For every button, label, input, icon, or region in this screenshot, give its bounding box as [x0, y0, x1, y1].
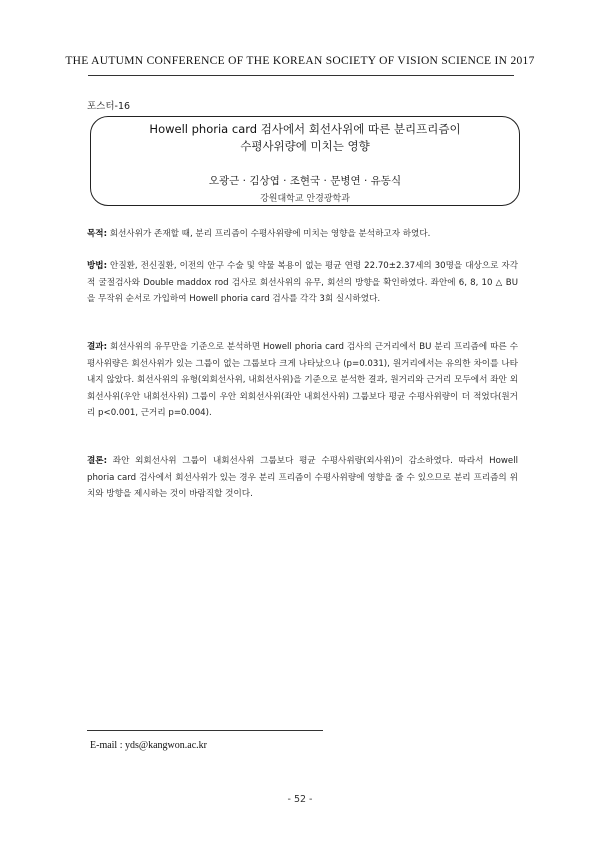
- purpose-section: [87, 226, 518, 243]
- page-number: - 52 -: [287, 794, 313, 805]
- results-label: 결과:: [87, 342, 108, 352]
- methods-text: 안질환, 전신질환, 이전의 안구 수술 및 약물 복용이 없는 평균 연령 22.70±2.37세의 30명을 대상으로 자각적 굴절검사와 Double maddox rod 검사로 회선사위의 유무, 회선의 방향을 확인하였다. 좌안에 6, 8, 10 △ BU을 무작위 순서로 가입하여 Howell phoria card 검사를 각각 3회 실시하였다.: [87, 261, 518, 304]
- methods-section: [87, 258, 518, 308]
- title-line-2: 수평사위량에 미치는 영향: [240, 139, 370, 153]
- authors: 오광근 · 김상엽 · 조현국 · 문병연 · 유동식: [208, 175, 402, 187]
- conclusion-text: 좌안 외회선사위 그룹이 내회선사위 그룹보다 평균 수평사위량(외사위)이 감소하였다. 따라서 Howell phoria card 검사에서 회선사위가 있는 경우 분리 프리즘이 수평사위량에 영향을 줄 수 있으므로 분리 프리즘의 위치와 방향을 제시하는 것이 바람직할 것이다.: [87, 456, 518, 499]
- methods-label: 방법:: [87, 261, 108, 271]
- poster-label: 포스터-16: [87, 101, 131, 112]
- purpose-text: 회선사위가 존재할 때, 분리 프리즘이 수평사위량에 미치는 영향을 분석하고자 하였다.: [107, 229, 431, 239]
- footnote-divider: [87, 730, 323, 731]
- purpose-label: 목적:: [87, 229, 108, 239]
- affiliation: 강원대학교 안경광학과: [260, 194, 350, 204]
- conclusion-label: 결론:: [87, 456, 108, 466]
- conclusion-section: [87, 453, 518, 503]
- results-text: 회선사위의 유무만을 기준으로 분석하면 Howell phoria card 검사의 근거리에서 BU 분리 프리즘에 따른 수평사위량은 회선사위가 있는 그룹이 없는 그룹보다 크게 나타났으나 (p=0.031), 원거리에서는 유의한 차이를 나타내지 않았다. 회선사위의 유형(외회선사위, 내회선사위)을 기준으로 분석한 결과, 원거리와 근거리 모두에서 좌안 외회선사위(우안 내회선사위) 그룹이 우안 외회선사위(좌안 내회선사위) 그룹보다 평균 수평사위량이 더 적었다(원거리 p<0.001, 근거리 p=0.004).: [87, 342, 518, 418]
- results-section: [87, 339, 518, 422]
- conference-header: THE AUTUMN CONFERENCE OF THE KOREAN SOCIETY OF VISION SCIENCE IN 2017: [65, 55, 535, 67]
- header-divider: [88, 75, 514, 76]
- title-line-1: Howell phoria card 검사에서 회선사위에 따른 분리프리즘이: [149, 122, 461, 136]
- author-email: E-mail : yds@kangwon.ac.kr: [90, 740, 207, 751]
